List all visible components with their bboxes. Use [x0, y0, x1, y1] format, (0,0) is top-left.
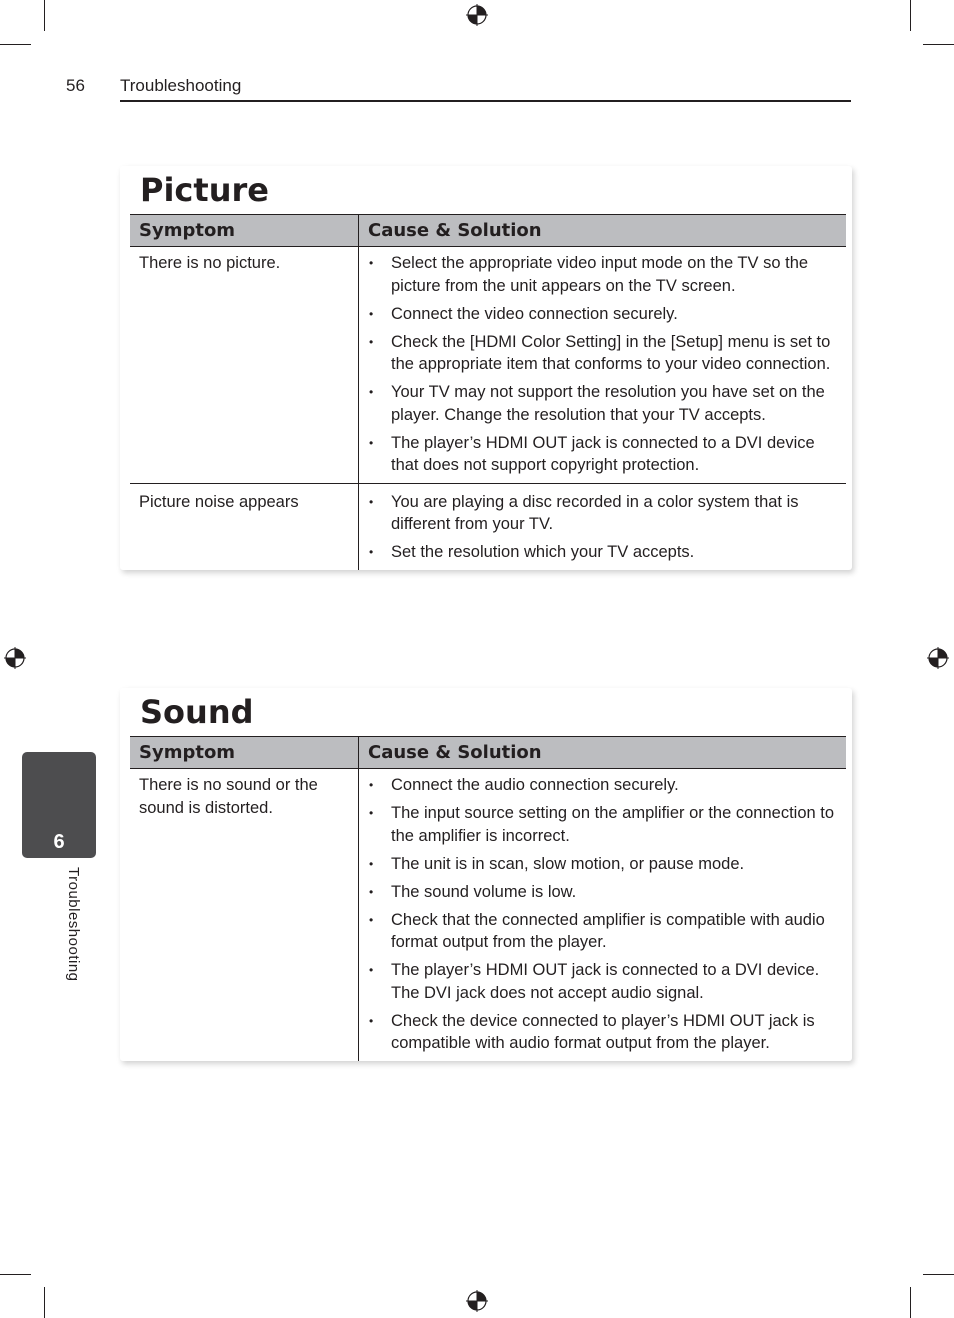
- picture-section: [120, 166, 852, 570]
- troubleshooting-table: [130, 214, 846, 570]
- symptom-cell: Picture noise appears: [139, 492, 299, 511]
- cause-cell: [359, 769, 847, 1061]
- chapter-number: 6: [53, 831, 65, 853]
- crop-mark: [44, 0, 45, 31]
- cause-list: [367, 491, 838, 564]
- cause-item: • You are playing a disc recorded in a color system that is different from your TV.: [367, 491, 838, 536]
- cause-item: • Your TV may not support the resolution you have set on the player. Change the resolution that your TV accepts.: [367, 381, 838, 426]
- cause-list: [367, 252, 838, 477]
- symptom-cell: There is no sound or the sound is distorted.: [139, 776, 318, 817]
- crop-mark: [44, 1287, 45, 1318]
- registration-mark-icon: [466, 1290, 488, 1312]
- table-row: [130, 247, 846, 484]
- table-row: [130, 769, 846, 1061]
- crop-mark: [0, 44, 31, 45]
- cause-cell: [359, 247, 847, 484]
- cause-item: • Connect the video connection securely.: [367, 303, 838, 326]
- table-header-row: [130, 215, 846, 247]
- cause-item: • The input source setting on the amplifier or the connection to the amplifier is incorrect.: [367, 802, 838, 847]
- sound-section: [120, 688, 852, 1061]
- column-header-cause: Cause & Solution: [359, 737, 847, 769]
- crop-mark: [0, 1274, 31, 1275]
- section-title: Picture: [140, 171, 269, 209]
- table-header-row: [130, 737, 846, 769]
- page-number: 56: [66, 76, 85, 95]
- section-title: Sound: [140, 693, 254, 731]
- chapter-side-label: Troubleshooting: [65, 867, 82, 982]
- crop-mark: [910, 1287, 911, 1318]
- cause-item: • Set the resolution which your TV accepts.: [367, 541, 838, 564]
- cause-item: • The player’s HDMI OUT jack is connected to a DVI device that does not support copyright protection.: [367, 432, 838, 477]
- crop-mark: [923, 44, 954, 45]
- running-header-title: Troubleshooting: [120, 76, 242, 95]
- cause-item: • Select the appropriate video input mode on the TV so the picture from the unit appears on the TV screen.: [367, 252, 838, 297]
- crop-mark: [910, 0, 911, 31]
- header-rule: [120, 100, 851, 102]
- cause-item: • The unit is in scan, slow motion, or pause mode.: [367, 853, 838, 876]
- registration-mark-icon: [4, 647, 26, 669]
- column-header-cause: Cause & Solution: [359, 215, 847, 247]
- crop-mark: [923, 1274, 954, 1275]
- cause-list: [367, 774, 838, 1055]
- cause-item: • Check the device connected to player’s HDMI OUT jack is compatible with audio format output from the player.: [367, 1010, 838, 1055]
- cause-item: • Connect the audio connection securely.: [367, 774, 838, 797]
- column-header-symptom: Symptom: [130, 737, 359, 769]
- symptom-cell: There is no picture.: [130, 247, 359, 484]
- troubleshooting-table: [130, 736, 846, 1061]
- table-row: [130, 483, 846, 570]
- chapter-tab: [22, 752, 96, 858]
- registration-mark-icon: [927, 647, 949, 669]
- cause-item: • The player’s HDMI OUT jack is connected to a DVI device. The DVI jack does not accept audio signal.: [367, 959, 838, 1004]
- cause-item: • Check that the connected amplifier is compatible with audio format output from the player.: [367, 909, 838, 954]
- column-header-symptom: Symptom: [130, 215, 359, 247]
- cause-item: • The sound volume is low.: [367, 881, 838, 904]
- cause-item: • Check the [HDMI Color Setting] in the [Setup] menu is set to the appropriate item that conforms to your video connection.: [367, 331, 838, 376]
- cause-cell: [359, 483, 847, 570]
- registration-mark-icon: [466, 4, 488, 26]
